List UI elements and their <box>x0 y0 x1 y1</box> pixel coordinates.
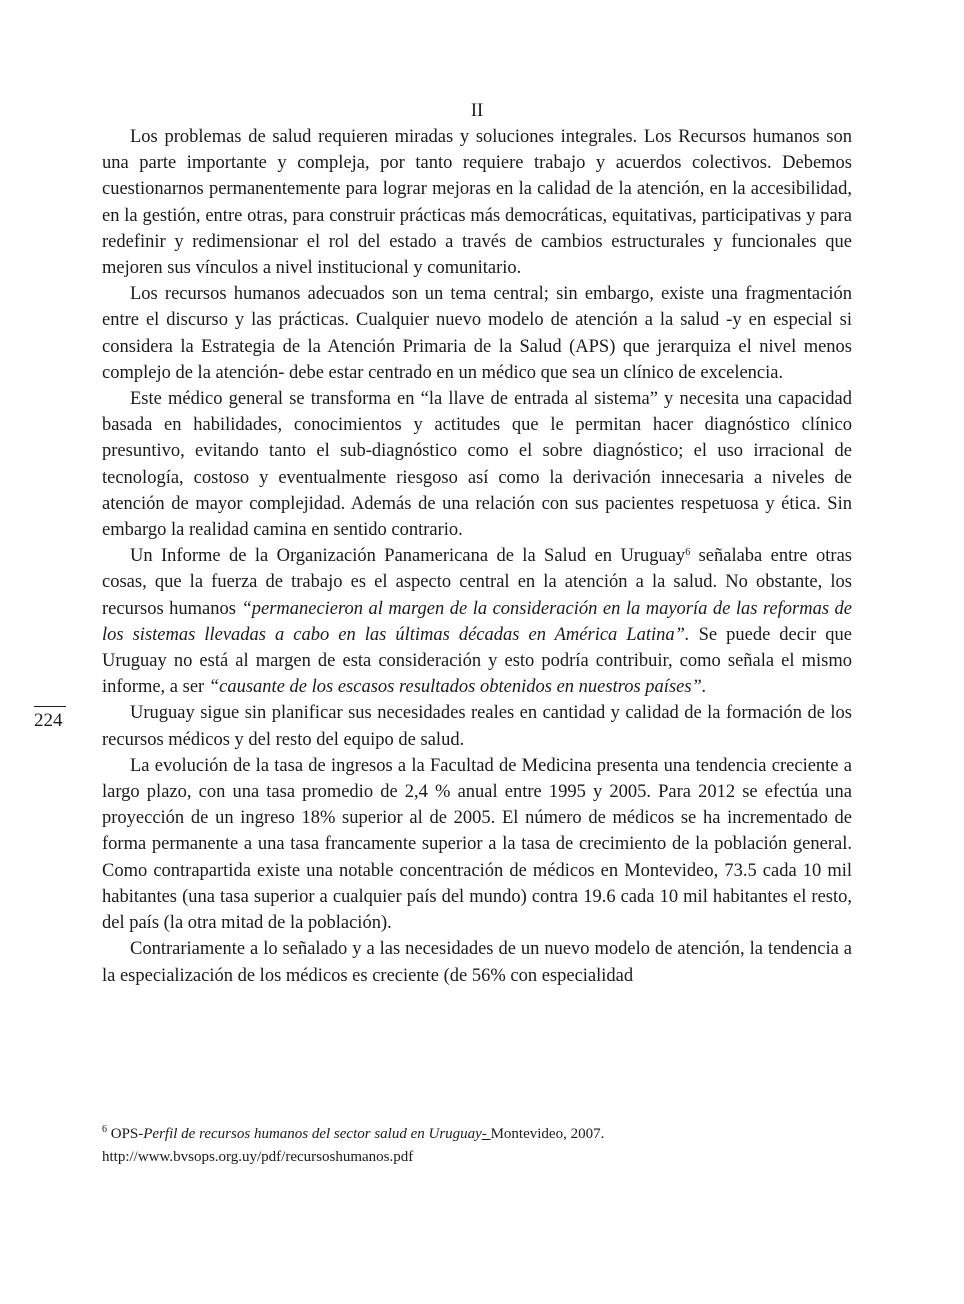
body-paragraph <box>102 386 852 543</box>
body-text <box>102 98 852 989</box>
footnote-marker: 6 <box>102 1124 107 1135</box>
footnote-reference: 6 <box>685 547 691 559</box>
footnote-separator: - <box>481 1126 491 1142</box>
paragraph-text: Contrariamente a lo señalado y a las necesidades de un nuevo modelo de atención, la tendencia a la especialización de los médicos es creciente (de 56% con especialidad <box>102 939 852 986</box>
footnote-title: Perfil de recursos humanos del sector salud en Uruguay <box>143 1126 482 1142</box>
paragraph-text: La evolución de la tasa de ingresos a la Facultad de Medicina presenta una tendencia creciente a largo plazo, con una tasa promedio de 2,4 % anual entre 1995 y 2005. Para 2012 se efectúa una proyección de un ingreso 18% superior al de 2005. El número de médicos se ha incrementado de forma permanente a una tasa francamente superior a la tasa de crecimiento de la población general. Como contrapartida existe una notable concentración de médicos en Montevideo, 73.5 cada 10 mil habitantes (una tasa superior a cualquier país del mundo) contra 19.6 cada 10 mil habitantes el resto, del país (la otra mitad de la población). <box>102 755 852 934</box>
italic-quote: “causante de los escasos resultados obtenidos en nuestros países”. <box>208 677 707 698</box>
page-number-rule <box>34 706 66 707</box>
footnote-place-year: Montevideo, 2007. <box>490 1126 605 1142</box>
body-paragraph <box>102 936 852 988</box>
body-paragraph <box>102 124 852 281</box>
section-heading: II <box>470 101 484 121</box>
paragraph-list <box>102 124 852 989</box>
body-paragraph <box>102 753 852 936</box>
paragraph-text: Este médico general se transforma en “la llave de entrada al sistema” y necesita una capacidad basada en habilidades, conocimientos y actitudes que le permitan hacer diagnóstico clínico presuntivo, evitando tanto el sub-diagnóstico como el sobre diagnóstico; el uso irracional de tecnología, costoso y eventualmente riesgoso así como la derivación innecesaria a niveles de atención de mayor complejidad. Además de una relación con sus pacientes respetuosa y ética. Sin embargo la realidad camina en sentido contrario. <box>102 389 852 541</box>
body-paragraph <box>102 281 852 386</box>
paragraph-text: Uruguay sigue sin planificar sus necesidades reales en cantidad y calidad de la formación de los recursos médicos y del resto del equipo de salud. <box>102 703 852 750</box>
body-paragraph <box>102 700 852 752</box>
italic-quote: “permanecieron al margen de la consideración en la mayoría de las reformas de los sistemas llevadas a cabo en las últimas décadas en América Latina”. <box>102 598 852 645</box>
footnote-citation <box>102 1123 852 1146</box>
paragraph-text: Los problemas de salud requieren miradas y soluciones integrales. Los Recursos humanos son una parte importante y compleja, por tanto requiere trabajo y acuerdos colectivos. Debemos cuestionarnos permanentemente para lograr mejoras en la calidad de la atención, en la accesibilidad, en la gestión, entre otras, para construir prácticas más democráticas, equitativas, participativas y para redefinir y redimensionar el rol del estado a través de cambios estructurales y funcionales que mejoren sus vínculos a nivel institucional y comunitario. <box>102 127 852 279</box>
paragraph-text: señalaba entre otras cosas, que la fuerza de trabajo es el aspecto central en la atención a la salud. No obstante, los recursos humanos <box>102 546 852 619</box>
paragraph-text: Se puede decir que Uruguay no está al margen de esta consideración y esto podría contribuir, como señala el mismo informe, a ser <box>102 624 852 698</box>
paragraph-text: Los recursos humanos adecuados son un tema central; sin embargo, existe una fragmentación entre el discurso y las prácticas. Cualquier nuevo modelo de atención a la salud -y en especial si considera la Estrategia de la Atención Primaria de la Salud (APS) que jerarquiza el nivel menos complejo de la atención- debe estar centrado en un médico que sea un clínico de excelencia. <box>102 284 852 383</box>
footnotes <box>102 1123 852 1169</box>
footnote-url[interactable]: http://www.bvsops.org.uy/pdf/recursoshumanos.pdf <box>102 1149 414 1165</box>
body-paragraph <box>102 543 852 700</box>
paragraph-text: Un Informe de la Organización Panamericana de la Salud en Uruguay <box>130 546 686 567</box>
footnote-source-prefix: OPS- <box>107 1126 144 1142</box>
page-number: 224 <box>34 710 63 731</box>
